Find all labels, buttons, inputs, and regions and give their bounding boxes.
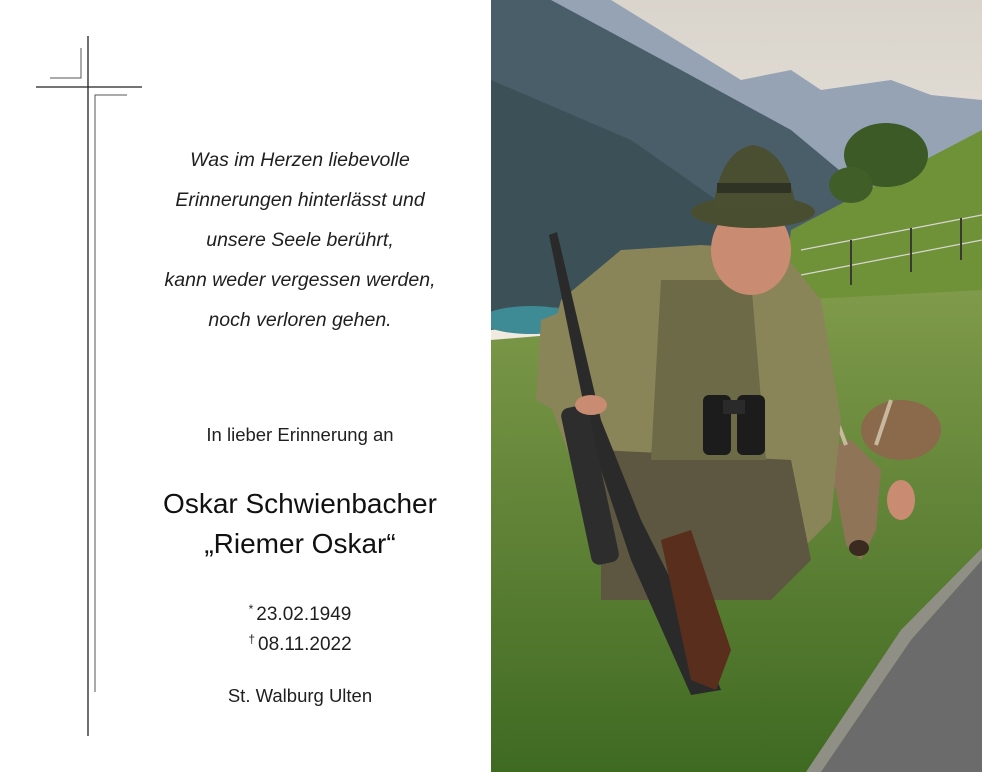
memorial-poem [100, 140, 500, 340]
birth-date: 23.02.1949 [256, 604, 352, 625]
remembrance-intro: In lieber Erinnerung an [206, 424, 394, 445]
poem-line: unsere Seele berührt, [206, 229, 394, 251]
deceased-nickname: „Riemer Oskar“ [204, 528, 396, 559]
death-date: 08.11.2022 [258, 634, 352, 655]
deceased-name: Oskar Schwienbacher [163, 488, 437, 519]
hunter-portrait-illustration [491, 0, 982, 772]
birth-symbol: * [248, 602, 254, 616]
poem-line: Was im Herzen liebevolle [190, 149, 410, 171]
life-dates [100, 594, 500, 654]
portrait-photo [491, 0, 982, 772]
poem-line: kann weder vergessen werden, [164, 269, 436, 291]
deceased-name-block [100, 484, 500, 564]
birth-date-row [100, 594, 500, 624]
death-symbol: † [248, 632, 255, 646]
memorial-cross-icon [0, 0, 160, 772]
poem-line: noch verloren gehen. [208, 309, 392, 331]
poem-line: Erinnerungen hinterlässt und [175, 189, 425, 211]
death-date-row [100, 624, 500, 654]
hometown: St. Walburg Ulten [227, 685, 373, 706]
